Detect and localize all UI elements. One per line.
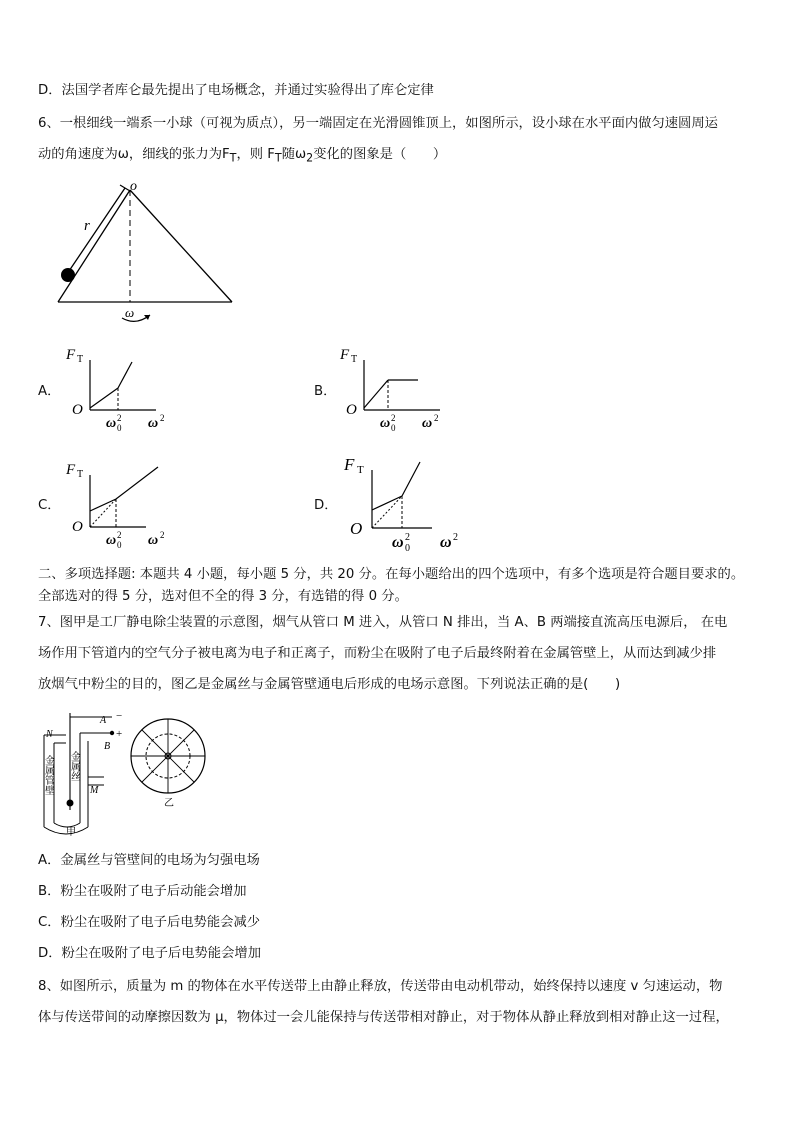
q7-stem-line2: 场作用下管道内的空气分子被电离为电子和正离子，而粉尘在吸附了电子后最终附着在金属管壁上，从而达到减少排	[38, 646, 717, 661]
graph-c	[62, 455, 182, 550]
wall-label: 金属管壁	[42, 755, 54, 795]
terminal-label-b: B	[104, 741, 111, 752]
wire-label: 金属丝	[68, 751, 80, 781]
graph-c-x0: ω	[106, 533, 117, 548]
graph-a-segment-2	[118, 362, 132, 388]
q6-option-c-label: C．	[38, 498, 61, 513]
graph-b-x0sub: 0	[391, 423, 396, 433]
graph-a	[62, 340, 182, 435]
field-figure-yi	[128, 716, 212, 808]
q6-stem-line1: 6、一根细线一端系一小球（可视为质点），另一端固定在光滑圆锥顶上，如图所示，设小球在水平面内做匀速圆周运	[38, 116, 718, 131]
graph-c-dotted-line	[90, 499, 116, 527]
graph-b-xsup: 2	[434, 413, 439, 423]
terminal-plus: +	[116, 728, 123, 740]
q7-stem-line1: 7、图甲是工厂静电除尘装置的示意图，烟气从管口 M 进入，从管口 N 排出，当 A、B 两端接直流高压电源后， 在电	[38, 615, 728, 630]
q7-option-a: A．金属丝与管壁间的电场为匀强电场	[38, 853, 260, 868]
q6-stem-part-d: 变化的图象是（ ）	[313, 147, 447, 162]
graph-c-ysub: T	[77, 469, 84, 480]
graph-d-x0sup: 2	[405, 532, 410, 543]
string-line	[67, 188, 125, 274]
q8-stem-line2: 体与传送带间的动摩擦因数为 μ，物体过一会儿能保持与传送带相对静止，对于物体从静止释放到相对静止这一过程，	[38, 1010, 729, 1025]
inlet-label-m: M	[90, 785, 99, 796]
cone-right-edge	[130, 190, 232, 302]
graph-a-x0sub: 0	[117, 423, 122, 433]
q6-stem-line2	[38, 146, 446, 168]
pipe-right-wall	[80, 733, 88, 805]
section2-line1: 二、多项选择题: 本题共 4 小题，每小题 5 分，共 20 分。在每小题给出的四个选项中，有多个选项是符合题目要求的。	[38, 567, 745, 582]
graph-a-ylabel: F	[66, 347, 76, 363]
graph-a-xlabel: ω	[148, 416, 159, 431]
graph-a-x0: ω	[106, 416, 117, 431]
graph-d-x0: ω	[392, 534, 404, 551]
terminal-label-a: A	[100, 715, 107, 726]
q6-option-d-label: D．	[314, 498, 338, 513]
graph-a-segment-1	[90, 388, 118, 408]
q7-option-d: D．粉尘在吸附了电子后电势能会增加	[38, 946, 261, 961]
graph-d-segment-1	[372, 496, 402, 510]
graph-b	[336, 340, 456, 435]
graph-a-x0sup: 2	[117, 413, 122, 423]
q6-stem-sub-c: 2	[306, 151, 314, 165]
q6-option-a-label: A．	[38, 384, 61, 399]
cone-left-edge	[58, 190, 130, 302]
graph-a-ysub: T	[77, 354, 84, 365]
graph-c-x0sup: 2	[117, 530, 122, 540]
graph-c-ylabel: F	[66, 462, 76, 478]
graph-c-segment-2	[116, 467, 158, 499]
cone-figure	[50, 178, 240, 328]
string-label-r: r	[84, 218, 90, 234]
q7-option-b: B．粉尘在吸附了电子后动能会增加	[38, 884, 247, 899]
graph-c-x0sub: 0	[117, 540, 122, 550]
graph-d-xsup: 2	[453, 532, 458, 543]
q6-stem-part-a: 动的角速度为ω，细线的张力为F	[38, 147, 230, 162]
graph-a-origin: O	[72, 402, 83, 418]
figure-jia-caption: 甲	[66, 827, 76, 838]
q6-stem-part-c: 随ω	[281, 147, 307, 162]
graph-b-x0: ω	[380, 416, 391, 431]
q7-option-c: C．粉尘在吸附了电子后电势能会减少	[38, 915, 261, 930]
q6-option-b-label: B．	[314, 384, 337, 399]
pipe-inlet-m	[88, 777, 104, 785]
q7-stem-line3: 放烟气中粉尘的目的，图乙是金属丝与金属管壁通电后形成的电场示意图。下列说法正确的是( )	[38, 677, 621, 692]
graph-c-xsup: 2	[160, 530, 165, 540]
rotation-arrowhead	[144, 315, 150, 320]
precipitator-figure-jia	[40, 705, 135, 840]
q6-stem-sub-b: T	[274, 151, 282, 165]
graph-d-ysub: T	[357, 464, 364, 476]
graph-c-origin: O	[72, 519, 83, 535]
graph-d-ylabel: F	[344, 455, 355, 474]
q8-stem-line1: 8、如图所示，质量为 m 的物体在水平传送带上由静止释放，传送带由电动机带动，始终保持以速度 v 匀速运动，物	[38, 979, 723, 994]
apex-label-o: o	[130, 179, 137, 194]
graph-b-xlabel: ω	[422, 416, 433, 431]
section2-line2: 全部选对的得 5 分，选对但不全的得 3 分，有选错的得 0 分。	[38, 589, 408, 604]
graph-b-ysub: T	[351, 354, 358, 365]
terminal-minus: −	[116, 710, 123, 722]
graph-d-xlabel: ω	[440, 534, 452, 551]
graph-c-xlabel: ω	[148, 533, 159, 548]
ball	[61, 268, 75, 282]
graph-b-ylabel: F	[340, 347, 350, 363]
string-tie	[120, 185, 130, 191]
pipe-bottom-right	[80, 805, 88, 827]
graph-b-x0sup: 2	[391, 413, 396, 423]
graph-b-segment-1	[364, 380, 388, 408]
figure-yi-caption: 乙	[164, 798, 174, 808]
graph-d-dotted-line	[372, 496, 402, 528]
graph-a-xsup: 2	[160, 413, 165, 423]
graph-d	[340, 448, 472, 554]
graph-d-segment-2	[402, 462, 420, 496]
wire-weight	[67, 800, 74, 807]
q6-stem-sub-a: T	[229, 151, 237, 165]
q6-stem-part-b: ，则 F	[236, 147, 275, 162]
omega-label: ω	[125, 305, 135, 320]
outlet-label-n: N	[46, 729, 53, 740]
q5-option-d: D．法国学者库仑最先提出了电场概念，并通过实验得出了库仑定律	[38, 83, 434, 98]
graph-c-segment-1	[90, 499, 116, 511]
graph-d-origin: O	[350, 519, 363, 538]
graph-d-x0sub: 0	[405, 543, 410, 554]
graph-b-origin: O	[346, 402, 357, 418]
terminal-b	[110, 731, 114, 735]
